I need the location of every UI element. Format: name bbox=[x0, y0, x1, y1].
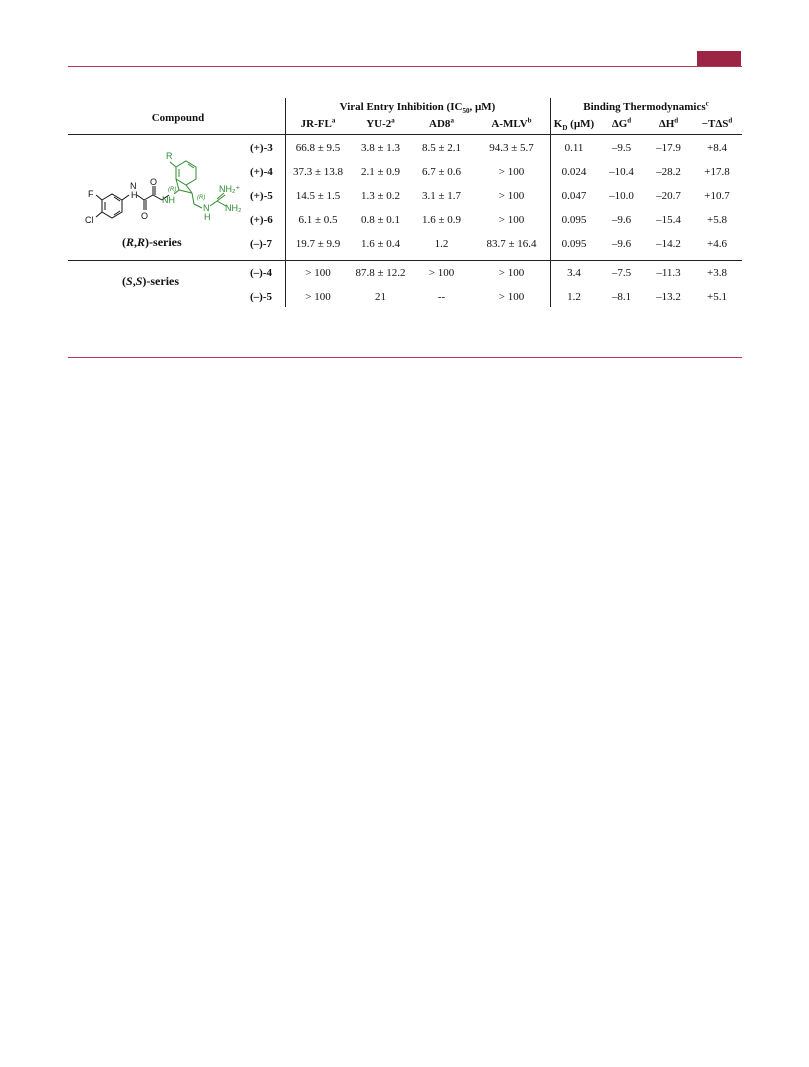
header-accent-block bbox=[697, 51, 741, 67]
table-cell: 0.11 bbox=[564, 142, 584, 154]
table-cell: 6.7 ± 0.6 bbox=[421, 166, 462, 178]
compound-id: (+)-4 bbox=[250, 166, 273, 178]
stereo-label-2: (R) bbox=[197, 195, 206, 201]
table-cell: > 100 bbox=[305, 291, 331, 303]
compound-id: (+)-3 bbox=[250, 142, 273, 154]
compound-id: (–)-4 bbox=[250, 267, 272, 279]
table-cell: 37.3 ± 13.8 bbox=[292, 166, 344, 178]
compound-id: (–)-5 bbox=[250, 291, 272, 303]
column-header-7: $-T\Delta S^d$ bbox=[701, 116, 733, 130]
table-cell: 94.3 ± 5.7 bbox=[489, 142, 534, 154]
table-cell: > 100 bbox=[498, 291, 525, 303]
table-cell: +10.7 bbox=[704, 190, 730, 202]
table-cell: > 100 bbox=[428, 267, 455, 279]
rr-series-structure bbox=[80, 144, 250, 230]
table-cell: 1.6 ± 0.9 bbox=[421, 214, 462, 226]
table-cell: 1.3 ± 0.2 bbox=[360, 190, 401, 202]
table-cell: –9.6 bbox=[611, 214, 632, 226]
atom-r: R bbox=[166, 151, 173, 161]
table-cell: 2.1 ± 0.9 bbox=[360, 166, 401, 178]
table-cell: +4.6 bbox=[707, 238, 727, 250]
table-cell: 3.4 bbox=[567, 267, 581, 279]
table-cell: –15.4 bbox=[656, 214, 681, 226]
header-rule bbox=[68, 134, 742, 135]
table-cell: -- bbox=[437, 291, 446, 303]
table-cell: > 100 bbox=[498, 267, 525, 279]
table-cell: > 100 bbox=[498, 166, 525, 178]
table-cell: –8.1 bbox=[611, 291, 632, 303]
table-cell: +3.8 bbox=[707, 267, 727, 279]
compound-id: (+)-5 bbox=[250, 190, 273, 202]
atom-o-lower: O bbox=[141, 211, 149, 221]
atom-f: F bbox=[88, 189, 94, 199]
structure-atom-labels bbox=[85, 151, 242, 225]
table-cell: –14.2 bbox=[656, 238, 681, 250]
bottom-rule bbox=[68, 357, 742, 358]
column-header-2: AD8$^a$ bbox=[429, 116, 454, 130]
binding-group-header: Binding Thermodynamics$^c$ bbox=[583, 99, 709, 113]
column-header-5: $\Delta G^d$ bbox=[611, 116, 632, 130]
atom-h-guanidine: H bbox=[204, 212, 211, 222]
atom-h-amide: H bbox=[131, 190, 138, 200]
compound-id: (–)-7 bbox=[250, 238, 272, 250]
table-cell: –17.9 bbox=[656, 142, 681, 154]
table-cell: –10.0 bbox=[609, 190, 634, 202]
table-cell: > 100 bbox=[305, 267, 331, 279]
table-cell: +5.1 bbox=[707, 291, 727, 303]
table-cell: –11.3 bbox=[656, 267, 681, 279]
table-cell: 21 bbox=[375, 291, 386, 303]
table-cell: +8.4 bbox=[707, 142, 727, 154]
table-cell: 14.5 ± 1.5 bbox=[295, 190, 341, 202]
table-cell: +5.8 bbox=[707, 214, 727, 226]
table-cell: 0.024 bbox=[561, 166, 587, 178]
table-cell: –9.5 bbox=[611, 142, 632, 154]
table-cell: 3.1 ± 1.7 bbox=[421, 190, 462, 202]
column-header-1: YU-2$^a$ bbox=[366, 116, 395, 130]
top-rule bbox=[68, 66, 742, 67]
column-header-4: $K_D$ (µM) bbox=[553, 118, 595, 133]
atom-nh-indane: NH bbox=[162, 195, 175, 205]
atom-nh2-plus: NH₂⁺ bbox=[219, 184, 241, 194]
table-cell: 6.1 ± 0.5 bbox=[298, 214, 338, 226]
table-cell: 0.095 bbox=[561, 214, 587, 226]
atom-o-upper: O bbox=[150, 177, 158, 187]
table-cell: 66.8 ± 9.5 bbox=[295, 142, 341, 154]
ss-series-label: (S,S)-series bbox=[122, 274, 180, 288]
table-cell: 87.8 ± 12.2 bbox=[355, 267, 406, 279]
atom-cl: Cl bbox=[85, 215, 94, 225]
compound-id: (+)-6 bbox=[250, 214, 273, 226]
table-cell: –10.4 bbox=[609, 166, 634, 178]
table-cell: 1.6 ± 0.4 bbox=[360, 238, 401, 250]
table-cell: 83.7 ± 16.4 bbox=[486, 238, 537, 250]
atom-n-amide: N bbox=[130, 181, 137, 191]
table-cell: 8.5 ± 2.1 bbox=[421, 142, 462, 154]
table-cell: –28.2 bbox=[656, 166, 681, 178]
table-cell: > 100 bbox=[498, 214, 525, 226]
column-header-3: A-MLV$^b$ bbox=[491, 116, 532, 130]
table-cell: –9.6 bbox=[611, 238, 632, 250]
table-cell: > 100 bbox=[498, 190, 525, 202]
table-cell: 0.047 bbox=[561, 190, 587, 202]
table-cell: 1.2 bbox=[567, 291, 581, 303]
table-cell: –13.2 bbox=[656, 291, 681, 303]
atom-n-guanidine: N bbox=[203, 203, 210, 213]
table-cell: 0.8 ± 0.1 bbox=[360, 214, 401, 226]
viral-group-header: Viral Entry Inhibition ($IC_{50}$, µM) bbox=[339, 101, 496, 116]
table-cell: 3.8 ± 1.3 bbox=[360, 142, 401, 154]
column-header-0: $JR-FL^a$ bbox=[300, 116, 336, 130]
table-cell: 0.095 bbox=[561, 238, 587, 250]
table-cell: –20.7 bbox=[656, 190, 681, 202]
stereo-label-1: (R) bbox=[168, 187, 177, 193]
table-cell: 1.2 bbox=[434, 238, 449, 250]
table-cell: 19.7 ± 9.9 bbox=[295, 238, 341, 250]
series-divider bbox=[68, 260, 742, 261]
table-cell: +17.8 bbox=[704, 166, 730, 178]
table-cell: –7.5 bbox=[611, 267, 632, 279]
column-header-6: $\Delta H^d$ bbox=[658, 116, 679, 130]
atom-nh2: NH₂ bbox=[225, 203, 242, 213]
compound-header: Compound bbox=[151, 112, 205, 124]
rr-series-label: (R,R)-series bbox=[122, 235, 182, 249]
